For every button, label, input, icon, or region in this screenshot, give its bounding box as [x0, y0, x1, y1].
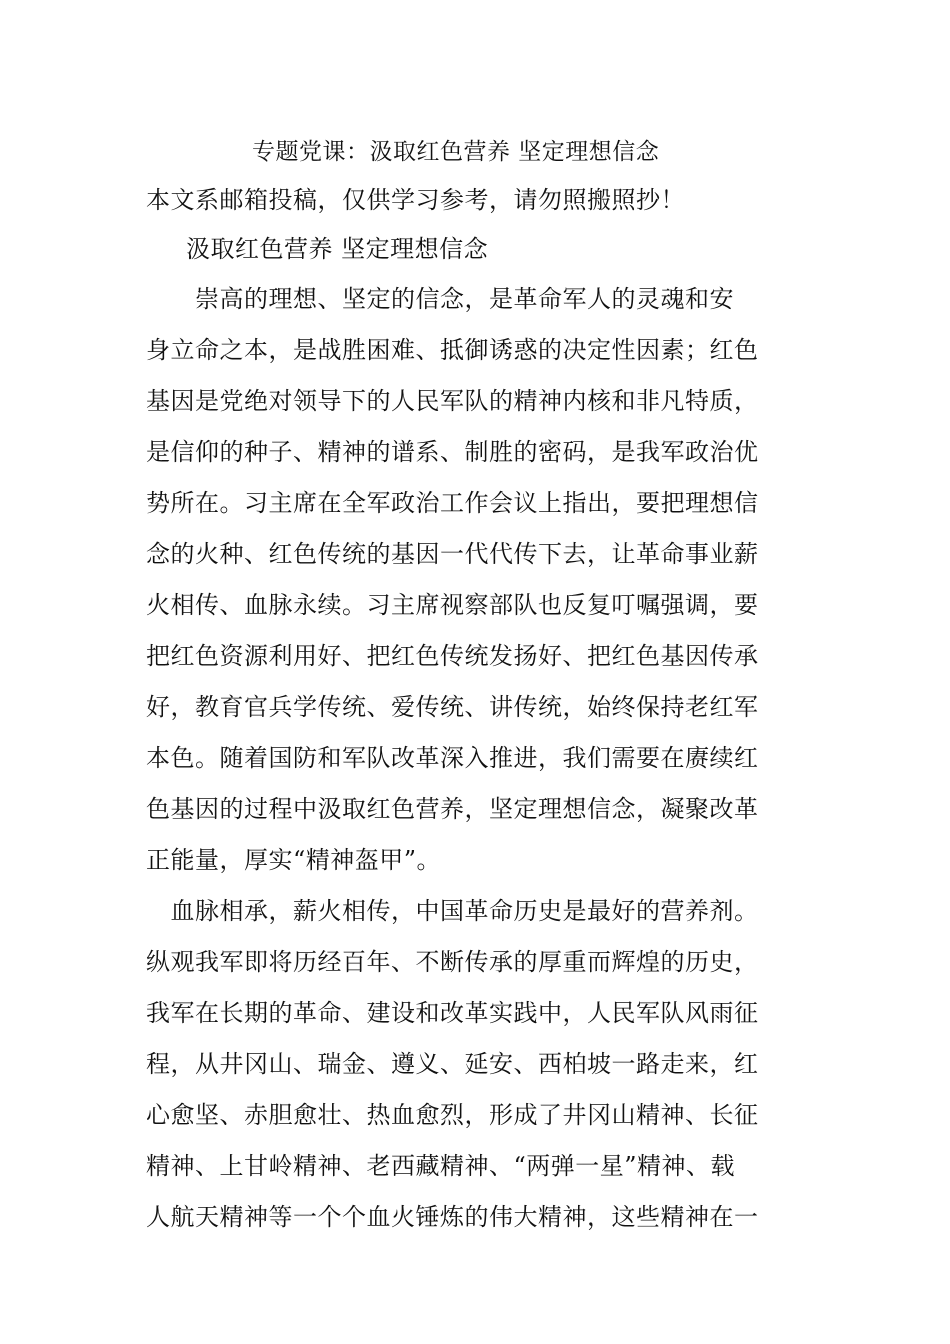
- paragraph-line: 崇高的理想、坚定的信念，是革命军人的灵魂和安: [146, 285, 734, 313]
- paragraph-line: 念的火种、红色传统的基因一代代传下去，让革命事业薪: [146, 540, 759, 568]
- paragraph-line: 火相传、血脉永续。习主席视察部队也反复叮嘱强调，要: [146, 591, 759, 619]
- paragraph-line: 势所在。习主席在全军政治工作会议上指出，要把理想信: [146, 489, 759, 517]
- paragraph-line: 我军在长期的革命、建设和改革实践中，人民军队风雨征: [146, 999, 759, 1027]
- paragraph-line: 血脉相承，薪火相传，中国革命历史是最好的营养剂。: [146, 897, 759, 925]
- paragraph-line: 纵观我军即将历经百年、不断传承的厚重而辉煌的历史，: [146, 948, 759, 976]
- paragraph-line: 色基因的过程中汲取红色营养，坚定理想信念，凝聚改革: [146, 795, 759, 823]
- paragraph-line: 正能量，厚实“精神盔甲”。: [146, 846, 442, 874]
- paragraph-line: 是信仰的种子、精神的谱系、制胜的密码，是我军政治优: [146, 438, 759, 466]
- submission-notice: 本文系邮箱投稿，仅供学习参考，请勿照搬照抄！: [146, 186, 685, 214]
- paragraph-line: 精神、上甘岭精神、老西藏精神、“两弹一星”精神、载: [146, 1152, 736, 1180]
- paragraph-line: 程，从井冈山、瑞金、遵义、延安、西柏坡一路走来，红: [146, 1050, 759, 1078]
- paragraph-line: 好，教育官兵学传统、爱传统、讲传统，始终保持老红军: [146, 693, 759, 721]
- paragraph-line: 把红色资源利用好、把红色传统发扬好、把红色基因传承: [146, 642, 759, 670]
- document-title: 专题党课：汲取红色营养 坚定理想信念: [252, 139, 660, 165]
- paragraph-line: 本色。随着国防和军队改革深入推进，我们需要在赓续红: [146, 744, 759, 772]
- paragraph-line: 人航天精神等一个个血火锤炼的伟大精神，这些精神在一: [146, 1203, 759, 1231]
- paragraph-line: 心愈坚、赤胆愈壮、热血愈烈，形成了井冈山精神、长征: [146, 1101, 759, 1129]
- paragraph-line: 身立命之本，是战胜困难、抵御诱惑的决定性因素；红色: [146, 336, 759, 364]
- paragraph-line: 基因是党绝对领导下的人民军队的精神内核和非凡特质，: [146, 387, 759, 415]
- section-subtitle: 汲取红色营养 坚定理想信念: [186, 235, 489, 263]
